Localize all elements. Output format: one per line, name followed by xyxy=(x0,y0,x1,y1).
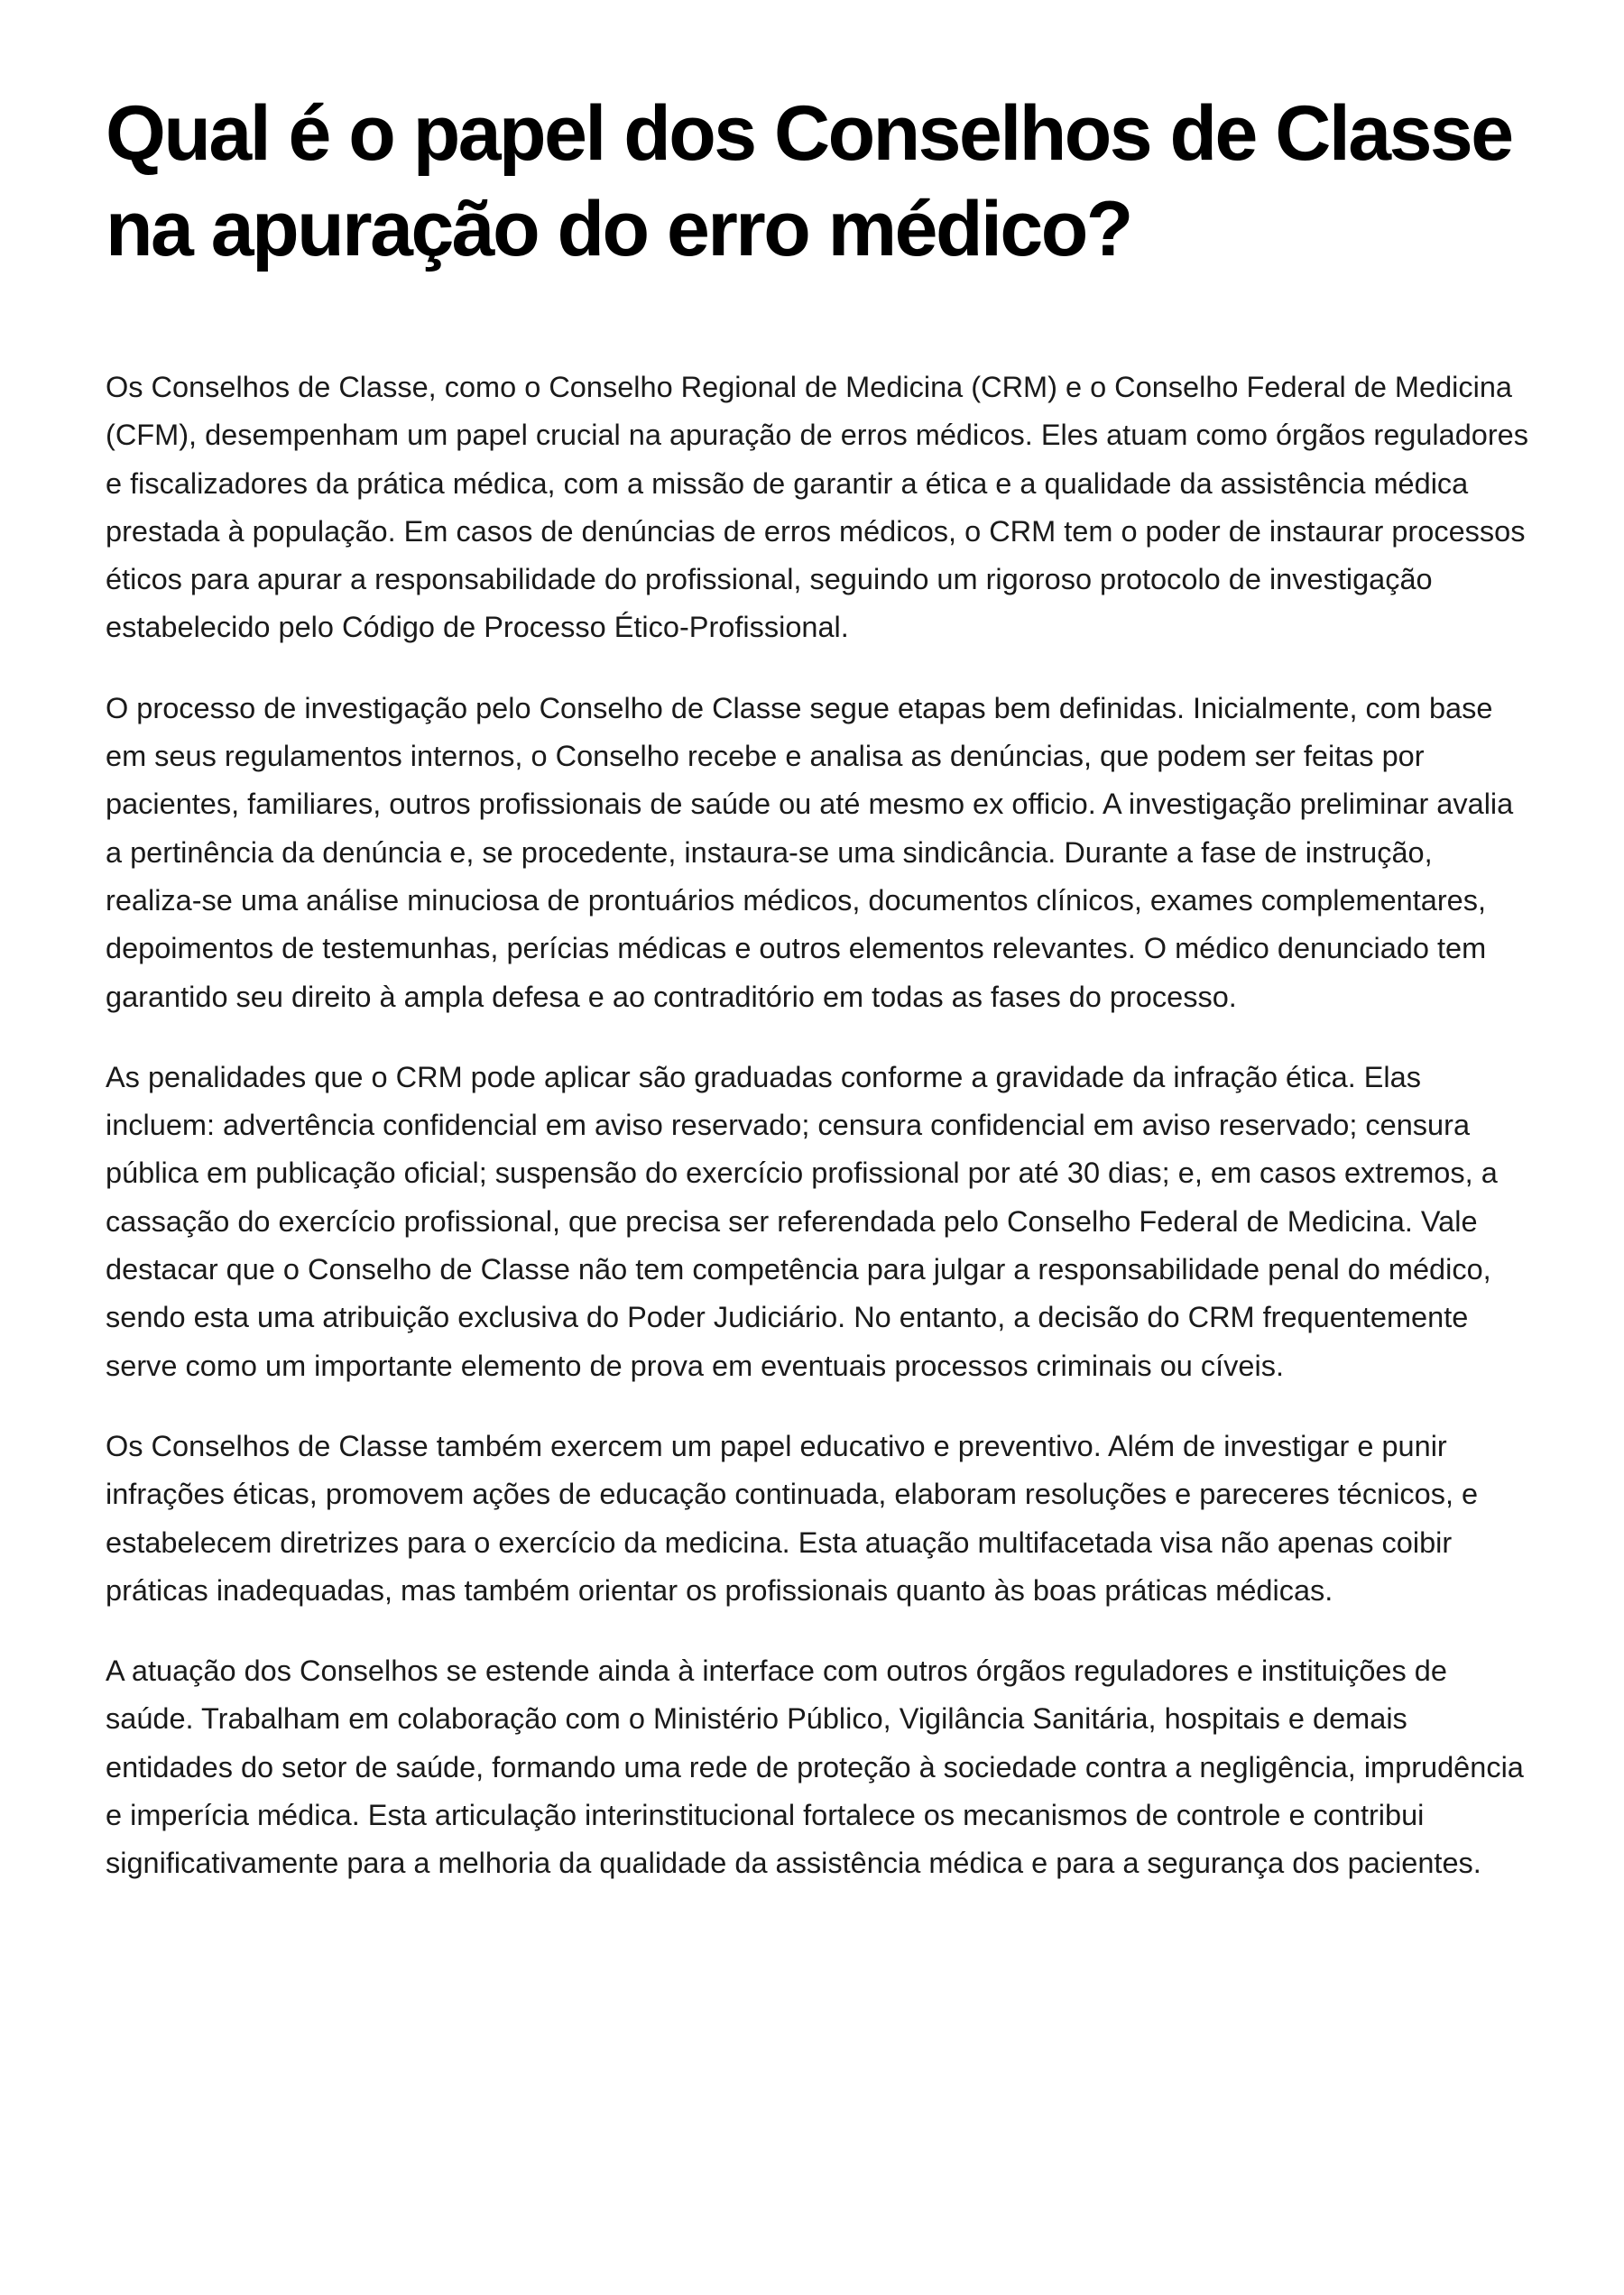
paragraph-atuacao-interinstitucional: A atuação dos Conselhos se estende ainda à interface com outros órgãos reguladores e instituições de saúde. Trabalham em colaboração com o Ministério Público, Vigilância Sanitária, hospitais e demais entidades do setor de saúde, formando uma rede de proteção à sociedade contra a negligência, imprudência e imperícia médica. Esta articulação interinstitucional fortalece os mecanismos de controle e contribui significativamente para a melhoria da qualidade da assistência médica e para a segurança dos pacientes. xyxy=(106,1654,1524,1880)
document-title: Qual é o papel dos Conselhos de Classe na apuração do erro médico? xyxy=(106,90,1512,272)
paragraph-papel-educativo: Os Conselhos de Classe também exercem um papel educativo e preventivo. Além de investigar e punir infrações éticas, promovem ações de educação continuada, elaboram resoluções e pareceres técnicos, e estabelecem diretrizes para o exercício da medicina. Esta atuação multifacetada visa não apenas coibir práticas inadequadas, mas também orientar os profissionais quanto às boas práticas médicas. xyxy=(106,1429,1479,1607)
paragraph-conselhos-intro: Os Conselhos de Classe, como o Conselho Regional de Medicina (CRM) e o Conselho Federal de Medicina (CFM), desempenham um papel crucial na apuração de erros médicos. Eles atuam como órgãos reguladores e fiscalizadores da prática médica, com a missão de garantir a ética e a qualidade da assistência médica prestada à população. Em casos de denúncias de erros médicos, o CRM tem o poder de instaurar processos éticos para apurar a responsabilidade do profissional, seguindo um rigoroso protocolo de investigação estabelecido pelo Código de Processo Ético-Profissional. xyxy=(106,371,1529,644)
paragraph-penalidades: As penalidades que o CRM pode aplicar são graduadas conforme a gravidade da infração ética. Elas incluem: advertência confidencial em aviso reservado; censura confidencial em aviso reservado; censura pública em publicação oficial; suspensão do exercício profissional por até 30 dias; e, em casos extremos, a cassação do exercício profissional, que precisa ser referendada pelo Conselho Federal de Medicina. Vale destacar que o Conselho de Classe não tem competência para julgar a responsabilidade penal do médico, sendo esta uma atribuição exclusiva do Poder Judiciário. No entanto, a decisão do CRM frequentemente serve como um importante elemento de prova em eventuais processos criminais ou cíveis. xyxy=(106,1060,1498,1382)
paragraph-processo-investigacao: O processo de investigação pelo Conselho de Classe segue etapas bem definidas. Inicialmente, com base em seus regulamentos internos, o Conselho recebe e analisa as denúncias, que podem ser feitas por pacientes, familiares, outros profissionais de saúde ou até mesmo ex officio. A investigação preliminar avalia a pertinência da denúncia e, se procedente, instaura-se uma sindicância. Durante a fase de instrução, realiza-se uma análise minuciosa de prontuários médicos, documentos clínicos, exames complementares, depoimentos de testemunhas, perícias médicas e outros elementos relevantes. O médico denunciado tem garantido seu direito à ampla defesa e ao contraditório em todas as fases do processo. xyxy=(106,691,1514,1013)
document-page xyxy=(106,86,1531,1921)
